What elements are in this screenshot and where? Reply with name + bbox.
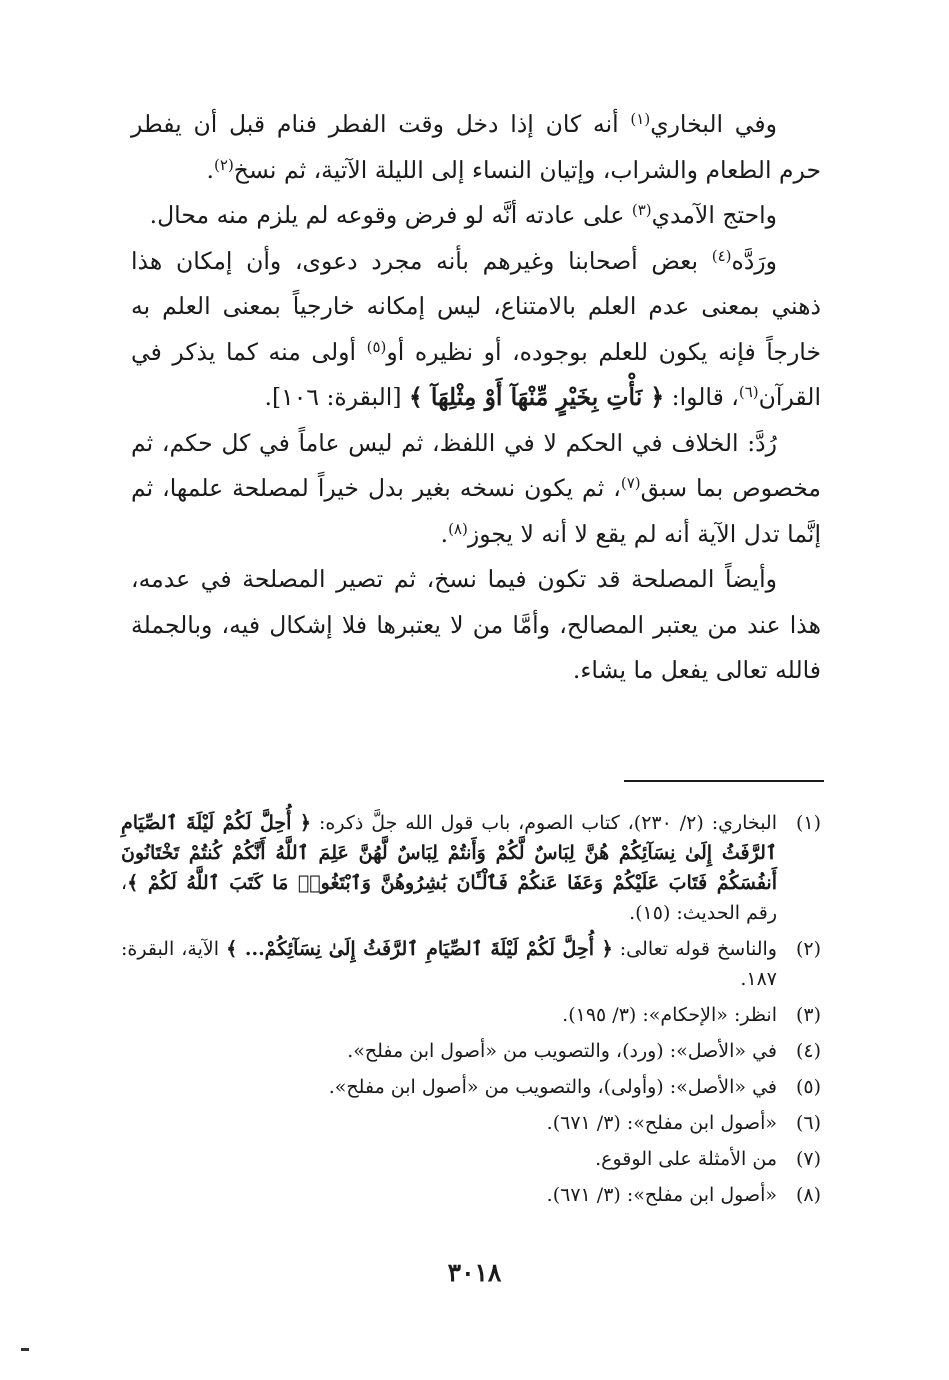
- text-run: ، قالوا:: [664, 383, 739, 411]
- paragraph-amidi: [131, 193, 821, 239]
- footnote-1: [121, 808, 821, 928]
- footnotes: [121, 808, 821, 1216]
- text-run: على عادته أنَّه لو فرض وقوعه لم يلزم منه محال.: [149, 201, 632, 229]
- paragraph-maslaha: [131, 557, 821, 694]
- footnote-2: [121, 934, 821, 994]
- footnote-text: «أصول ابن مفلح»: (٣/ ٦٧١).: [546, 1112, 777, 1134]
- main-text: [131, 102, 821, 694]
- footnote-text: انظر: «الإحكام»: (٣/ ١٩٥).: [562, 1004, 777, 1026]
- text-run: بعض أصحابنا وغيرهم بأنه مجرد دعوى، وأن إمكان هذا ذهني بمعنى عدم العلم بالامتناع، ليس إمكانه خارجياً بمعنى العلم به خارجاً فإنه يكون للعلم بوجوده، أو نظيره أو: [131, 246, 821, 366]
- text-run: ، رقم الحديث: (١٥).: [121, 872, 777, 924]
- footnote-4: [121, 1036, 821, 1066]
- footnote-number: (٤): [795, 1040, 821, 1062]
- scan-mark: [21, 1348, 29, 1351]
- footnote-separator: [624, 780, 824, 782]
- footnote-ref: (٦): [738, 383, 759, 401]
- footnote-text: من الأمثلة على الوقوع.: [595, 1148, 777, 1170]
- footnote-text: في «الأصل»: (ورد)، والتصويب من «أصول ابن مفلح».: [347, 1040, 777, 1062]
- text-run: البخاري: (٢/ ٢٣٠)، كتاب الصوم، باب قول الله جلَّ ذكره:: [311, 812, 777, 834]
- text-run: أولى منه كما يذكر في القرآن: [131, 337, 821, 411]
- footnote-8: [121, 1180, 821, 1210]
- footnote-number: (٧): [795, 1148, 821, 1170]
- paragraph-bukhari: [131, 102, 821, 193]
- text-run: ورَدَّه: [731, 246, 777, 275]
- footnote-text: في «الأصل»: (وأولى)، والتصويب من «أصول ابن مفلح».: [328, 1076, 777, 1098]
- footnote-ref: (٨): [448, 519, 468, 538]
- footnote-number: (٣): [795, 1004, 821, 1026]
- quran-verse: ﴿ أُحِلَّ لَكُمْ لَيْلَةَ ٱلصِّيَامِ ٱلرَّفَثُ إِلَىٰ نِسَآئِكُمْ هُنَّ لِبَاسٌ لَّكُمْ وَأَنتُمْ لِبَاسٌ لَّهُنَّ عَلِمَ ٱللَّهُ أَنَّكُمْ كُنتُمْ تَخْتَانُونَ أَنفُسَكُمْ فَتَابَ عَلَيْكُمْ وَعَفَا عَنكُمْ فَٱلْـَٔانَ بَٰشِرُوهُنَّ وَٱبْتَغُوا۟ مَا كَتَبَ ٱللَّهُ لَكُمْ ﴾: [121, 812, 777, 894]
- text-run: .: [440, 519, 449, 548]
- footnote-ref: (٧): [620, 474, 641, 492]
- quran-verse: ﴿ أُحِلَّ لَكُمْ لَيْلَةَ ٱلصِّيَامِ ٱلرَّفَثُ إِلَىٰ نِسَآئِكُمْ... ﴾: [226, 938, 613, 960]
- footnote-text: «أصول ابن مفلح»: (٣/ ٦٧١).: [546, 1184, 777, 1206]
- text-run: .: [206, 155, 215, 184]
- footnote-ref: (٢): [214, 155, 234, 174]
- footnote-5: [121, 1072, 821, 1102]
- text-run: والناسخ قوله تعالى:: [612, 938, 777, 960]
- quran-verse: ﴿ نَأْتِ بِخَيْرٍ مِّنْهَآ أَوْ مِثْلِهَآ ﴾: [408, 383, 665, 411]
- footnote-7: [121, 1144, 821, 1174]
- footnote-number: (٥): [795, 1076, 821, 1098]
- footnote-number: (٨): [795, 1184, 821, 1206]
- page-number: ٣٠١٨: [447, 1258, 502, 1287]
- footnote-3: [121, 1000, 821, 1030]
- text-run: الآية، البقرة: ١٨٧.: [121, 938, 777, 990]
- footnote-ref: (٤): [711, 246, 732, 265]
- text-run: ، ثم يكون نسخه بغير بدل خيراً لمصلحة علمها، ثم إنَّما تدل الآية أنه لم يقع لا أنه لا يجوز: [131, 474, 821, 548]
- footnote-6: [121, 1108, 821, 1138]
- text-run: رُدَّ: الخلاف في الحكم لا في اللفظ، ثم ليس عاماً في كل حكم، ثم مخصوص بما سبق: [131, 428, 821, 502]
- footnote-ref: (١): [630, 110, 651, 128]
- text-run: [البقرة: ١٠٦].: [264, 383, 409, 411]
- text-run: وأيضاً المصلحة قد تكون فيما نسخ، ثم تصير المصلحة في عدمه، هذا عند من يعتبر المصالح، وأمَّا من لا يعتبرها فلا إشكال فيه، وبالجملة فالله تعالى يفعل ما يشاء.: [131, 565, 821, 684]
- footnote-number: (١): [795, 812, 821, 834]
- text-run: أنه كان إذا دخل وقت الفطر فنام قبل أن يفطر حرم الطعام والشراب، وإتيان النساء إلى الليلة الآتية، ثم نسخ: [131, 110, 821, 184]
- footnote-ref: (٥): [366, 337, 387, 356]
- paragraph-radd: [131, 239, 821, 421]
- text-run: واحتج الآمدي: [651, 201, 777, 229]
- footnote-number: (٢): [795, 938, 821, 960]
- paragraph-rudda: [131, 421, 821, 558]
- footnote-ref: (٣): [631, 201, 652, 219]
- footnote-number: (٦): [795, 1112, 821, 1134]
- text-run: وفي البخاري: [650, 110, 777, 138]
